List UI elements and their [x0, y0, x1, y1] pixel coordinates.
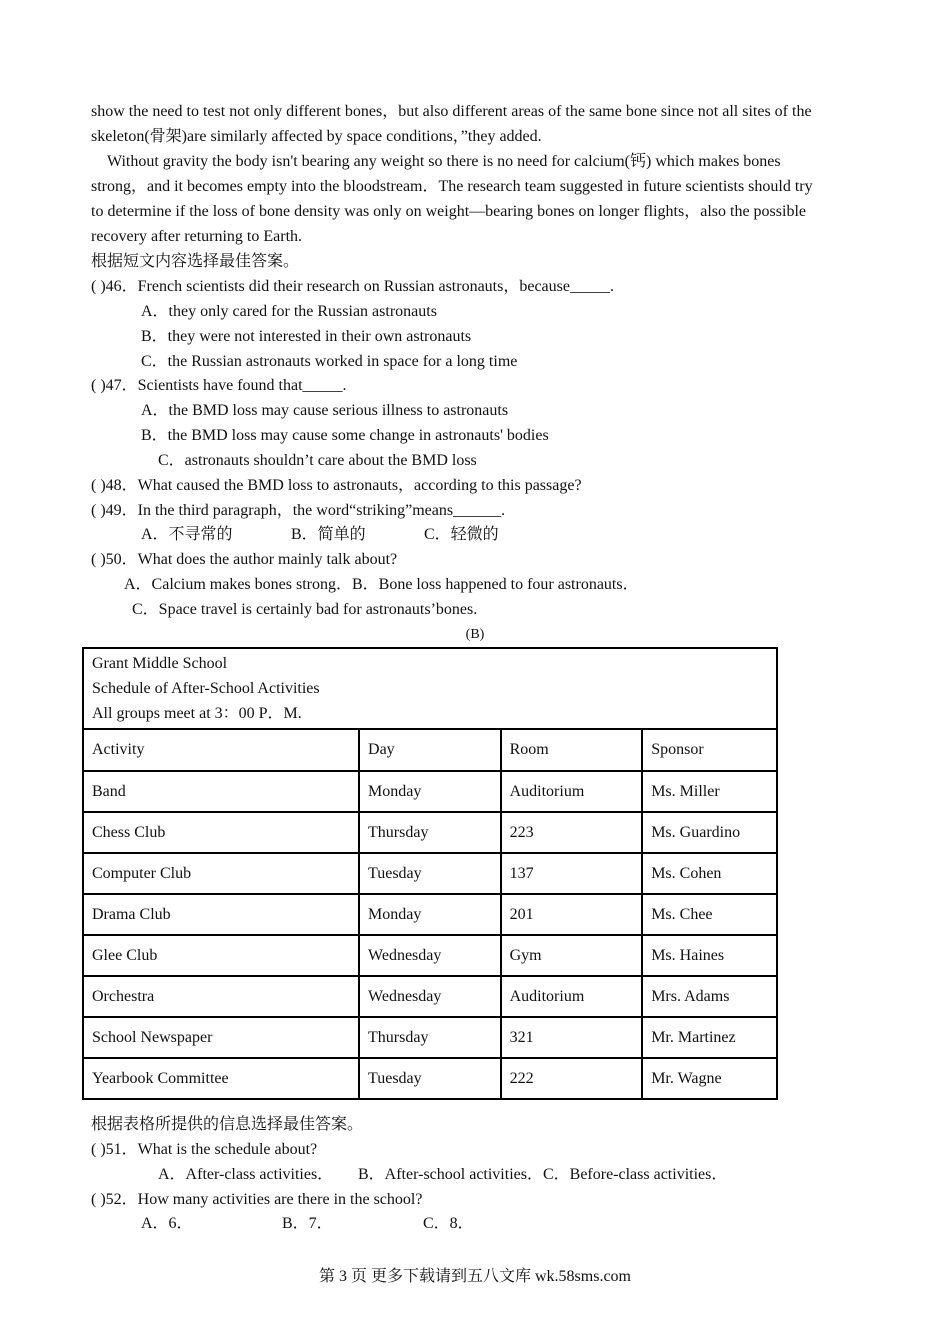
table-row — [83, 935, 777, 976]
question-50-options-ab: A．Calcium makes bones strong．B．Bone loss happened to four astronauts． — [124, 576, 639, 593]
cell-sponsor: Ms. Haines — [642, 935, 777, 976]
table-title-cell — [83, 648, 777, 729]
passage-line: recovery after returning to Earth. — [91, 228, 303, 245]
cell-activity: Computer Club — [83, 853, 359, 894]
cell-room: 137 — [501, 853, 643, 894]
question-52-option-c: C．8． — [423, 1215, 474, 1232]
question-52-options — [141, 1211, 474, 1236]
question-46-option-c: C．the Russian astronauts worked in space for a long time — [141, 353, 518, 370]
question-50: ( )50．What does the author mainly talk about? — [91, 551, 398, 568]
question-52-option-a: A．6． — [141, 1215, 193, 1232]
meeting-time: All groups meet at 3：00 P．M. — [92, 705, 302, 722]
cell-sponsor: Ms. Chee — [642, 894, 777, 935]
question-50-option-c: C．Space travel is certainly bad for astronauts’bones. — [132, 601, 478, 618]
cell-day: Wednesday — [359, 976, 501, 1017]
header-room: Room — [501, 729, 643, 771]
cell-day: Tuesday — [359, 853, 501, 894]
page-footer: 第 3 页 更多下载请到五八文库 wk.58sms.com — [318, 1268, 631, 1285]
schedule-table — [82, 647, 778, 1100]
cell-activity: Chess Club — [83, 812, 359, 853]
section-b-instruction: 根据表格所提供的信息选择最佳答案。 — [91, 1116, 364, 1133]
question-52-option-b: B．7． — [282, 1215, 333, 1232]
cell-day: Tuesday — [359, 1058, 501, 1099]
question-46: ( )46．French scientists did their research on Russian astronauts，because_____. — [91, 278, 614, 295]
question-51-option-a: A．After-class activities． — [158, 1166, 334, 1183]
question-47-option-c: C．astronauts shouldn’t care about the BMD loss — [158, 452, 477, 469]
question-47-option-b: B．the BMD loss may cause some change in astronauts' bodies — [141, 427, 549, 444]
question-49-option-a: A．不寻常的 — [141, 526, 233, 543]
question-49-option-c: C．轻微的 — [424, 526, 499, 543]
table-header-row — [83, 729, 777, 771]
cell-sponsor: Mrs. Adams — [642, 976, 777, 1017]
question-49-options — [141, 522, 499, 547]
cell-activity: Band — [83, 771, 359, 812]
table-row — [83, 976, 777, 1017]
cell-activity: Yearbook Committee — [83, 1058, 359, 1099]
question-46-option-a: A．they only cared for the Russian astronauts — [141, 303, 437, 320]
table-row — [83, 812, 777, 853]
cell-day: Wednesday — [359, 935, 501, 976]
question-51: ( )51．What is the schedule about? — [91, 1141, 318, 1158]
passage-line: Without gravity the body isn't bearing any weight so there is no need for calcium(钙) which makes bones — [107, 153, 781, 170]
passage-line: strong，and it becomes empty into the bloodstream．The research team suggested in future scientists should try — [91, 178, 813, 195]
table-row — [83, 771, 777, 812]
school-name: Grant Middle School — [92, 655, 228, 672]
schedule-title: Schedule of After-School Activities — [92, 680, 320, 697]
passage-line: to determine if the loss of bone density was only on weight—bearing bones on longer flights，also the possible — [91, 203, 806, 220]
section-a-instruction: 根据短文内容选择最佳答案。 — [91, 253, 300, 270]
cell-activity: Orchestra — [83, 976, 359, 1017]
question-49: ( )49．In the third paragraph，the word“striking”means______. — [91, 502, 506, 519]
header-sponsor: Sponsor — [642, 729, 777, 771]
cell-room: 321 — [501, 1017, 643, 1058]
table-row — [83, 1017, 777, 1058]
cell-sponsor: Ms. Miller — [642, 771, 777, 812]
cell-room: 222 — [501, 1058, 643, 1099]
cell-room: 223 — [501, 812, 643, 853]
cell-sponsor: Mr. Martinez — [642, 1017, 777, 1058]
cell-day: Thursday — [359, 1017, 501, 1058]
question-51-options-bc: B．After-school activities．C．Before-class activities． — [358, 1166, 728, 1183]
table-row — [83, 1058, 777, 1099]
table-title-row — [83, 648, 777, 729]
question-47: ( )47．Scientists have found that_____. — [91, 377, 347, 394]
cell-sponsor: Ms. Guardino — [642, 812, 777, 853]
cell-room: 201 — [501, 894, 643, 935]
cell-room: Auditorium — [501, 771, 643, 812]
cell-activity: Drama Club — [83, 894, 359, 935]
header-activity: Activity — [83, 729, 359, 771]
cell-day: Monday — [359, 771, 501, 812]
question-48: ( )48．What caused the BMD loss to astronauts，according to this passage? — [91, 477, 582, 494]
question-51-options — [158, 1162, 727, 1187]
cell-room: Auditorium — [501, 976, 643, 1017]
question-47-option-a: A．the BMD loss may cause serious illness to astronauts — [141, 402, 509, 419]
cell-activity: School Newspaper — [83, 1017, 359, 1058]
header-day: Day — [359, 729, 501, 771]
passage-line: skeleton(骨架)are similarly affected by space conditions，”they added. — [91, 128, 542, 145]
question-46-option-b: B．they were not interested in their own astronauts — [141, 328, 472, 345]
cell-sponsor: Ms. Cohen — [642, 853, 777, 894]
cell-day: Thursday — [359, 812, 501, 853]
cell-activity: Glee Club — [83, 935, 359, 976]
cell-room: Gym — [501, 935, 643, 976]
section-b-label: (B) — [465, 627, 485, 642]
table-row — [83, 853, 777, 894]
question-52: ( )52．How many activities are there in the school? — [91, 1191, 423, 1208]
table-row — [83, 894, 777, 935]
cell-sponsor: Mr. Wagne — [642, 1058, 777, 1099]
passage-line: show the need to test not only different bones，but also different areas of the same bone since not all sites of the — [91, 103, 812, 120]
question-49-option-b: B．简单的 — [291, 526, 366, 543]
cell-day: Monday — [359, 894, 501, 935]
